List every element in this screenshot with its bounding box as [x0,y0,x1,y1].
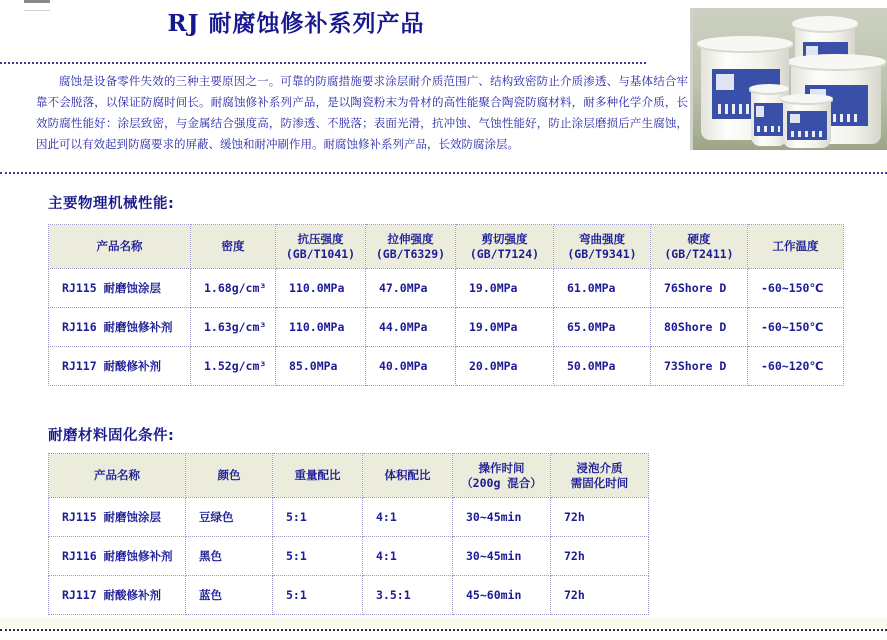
cell-tensile: 44.0MPa [366,308,456,347]
cell-weight-ratio: 5:1 [273,498,363,537]
cell-flexural: 61.0MPa [554,269,651,308]
cell-compressive: 110.0MPa [276,308,366,347]
col-header-shear: 剪切强度 (GB/T7124) [456,225,554,269]
page-corner-artifact [24,0,50,11]
cell-weight-ratio: 5:1 [273,537,363,576]
col-header-hardness: 硬度 (GB/T2411) [651,225,748,269]
table-row [49,498,649,537]
bottom-dotted-rule [0,629,887,631]
cell-compressive: 85.0MPa [276,347,366,386]
cell-volume-ratio: 4:1 [363,498,453,537]
section1-heading: 主要物理机械性能: [48,196,175,212]
jar-lid [781,94,834,103]
cell-working-time: 30~45min [453,537,551,576]
jar-lid [749,84,789,93]
table-row [49,347,844,386]
cell-tensile: 40.0MPa [366,347,456,386]
col-header-cure-time: 浸泡介质 需固化时间 [551,454,649,498]
physical-properties-table [48,224,844,386]
col-header-weight-ratio: 重量配比 [273,454,363,498]
col-header-compressive: 抗压强度 (GB/T1041) [276,225,366,269]
cell-temperature: -60~120℃ [748,347,844,386]
bucket-lid [787,54,886,69]
col-header-density: 密度 [191,225,276,269]
cell-product: RJ117 耐酸修补剂 [49,576,186,615]
col-header-working-time: 操作时间 （200g 混合） [453,454,551,498]
footer-strip [0,618,887,628]
cell-product: RJ115 耐磨蚀涂层 [49,498,186,537]
bucket-lid [792,16,858,31]
cell-weight-ratio: 5:1 [273,576,363,615]
page-title: RJ 耐腐蚀修补系列产品 [167,10,425,37]
cell-hardness: 80Shore D [651,308,748,347]
col-header-temperature: 工作温度 [748,225,844,269]
jar-medium [783,98,831,148]
cell-temperature: -60~150℃ [748,308,844,347]
cell-shear: 19.0MPa [456,269,554,308]
table-row [49,269,844,308]
cell-product: RJ116 耐磨蚀修补剂 [49,537,186,576]
cell-density: 1.68g/cm³ [191,269,276,308]
col-header-product: 产品名称 [49,454,186,498]
cell-cure-time: 72h [551,537,649,576]
cell-product: RJ116 耐磨蚀修补剂 [49,308,191,347]
cell-flexural: 65.0MPa [554,308,651,347]
cell-working-time: 45~60min [453,576,551,615]
table-header-row [49,454,649,498]
table-row [49,537,649,576]
product-photo [693,8,887,150]
cell-product: RJ117 耐酸修补剂 [49,347,191,386]
title-dotted-rule [0,62,646,64]
cell-shear: 19.0MPa [456,308,554,347]
jar-label [754,103,784,135]
cell-color: 豆绿色 [186,498,273,537]
cell-working-time: 30~45min [453,498,551,537]
curing-conditions-table [48,453,649,615]
table-row [49,576,649,615]
section2-heading: 耐磨材料固化条件: [48,428,175,444]
col-header-flexural: 弯曲强度 (GB/T9341) [554,225,651,269]
cell-temperature: -60~150℃ [748,269,844,308]
col-header-color: 颜色 [186,454,273,498]
section-dotted-divider [0,172,887,174]
cell-product: RJ115 耐磨蚀涂层 [49,269,191,308]
cell-cure-time: 72h [551,498,649,537]
cell-hardness: 73Shore D [651,347,748,386]
cell-density: 1.52g/cm³ [191,347,276,386]
col-header-product: 产品名称 [49,225,191,269]
cell-tensile: 47.0MPa [366,269,456,308]
cell-cure-time: 72h [551,576,649,615]
jar-label [787,111,826,140]
cell-compressive: 110.0MPa [276,269,366,308]
cell-shear: 20.0MPa [456,347,554,386]
col-header-tensile: 拉伸强度 (GB/T6329) [366,225,456,269]
cell-volume-ratio: 3.5:1 [363,576,453,615]
intro-paragraph: 腐蚀是设备零件失效的三种主要原因之一。可靠的防腐措施要求涂层耐介质范围广、结构致密防止介质渗透、与基体结合牢靠不会脱落，以保证防腐时间长。耐腐蚀修补系列产品，是以陶瓷粉末为骨材的高性能聚合陶瓷防腐材料，耐多种化学介质，长效防腐性能好：涂层致密，与金属结合强度高，防渗透、不脱落；表面光滑，抗冲蚀、气蚀性能好，防止涂层磨损后产生腐蚀，因此可以有效起到防腐要求的屏蔽、缓蚀和耐冲刷作用。耐腐蚀修补系列产品，长效防腐涂层。 [36,74,688,151]
cell-hardness: 76Shore D [651,269,748,308]
cell-density: 1.63g/cm³ [191,308,276,347]
cell-color: 黑色 [186,537,273,576]
cell-volume-ratio: 4:1 [363,537,453,576]
cell-flexural: 50.0MPa [554,347,651,386]
bucket-lid [697,36,794,51]
table-header-row [49,225,844,269]
cell-color: 蓝色 [186,576,273,615]
table-row [49,308,844,347]
col-header-volume-ratio: 体积配比 [363,454,453,498]
